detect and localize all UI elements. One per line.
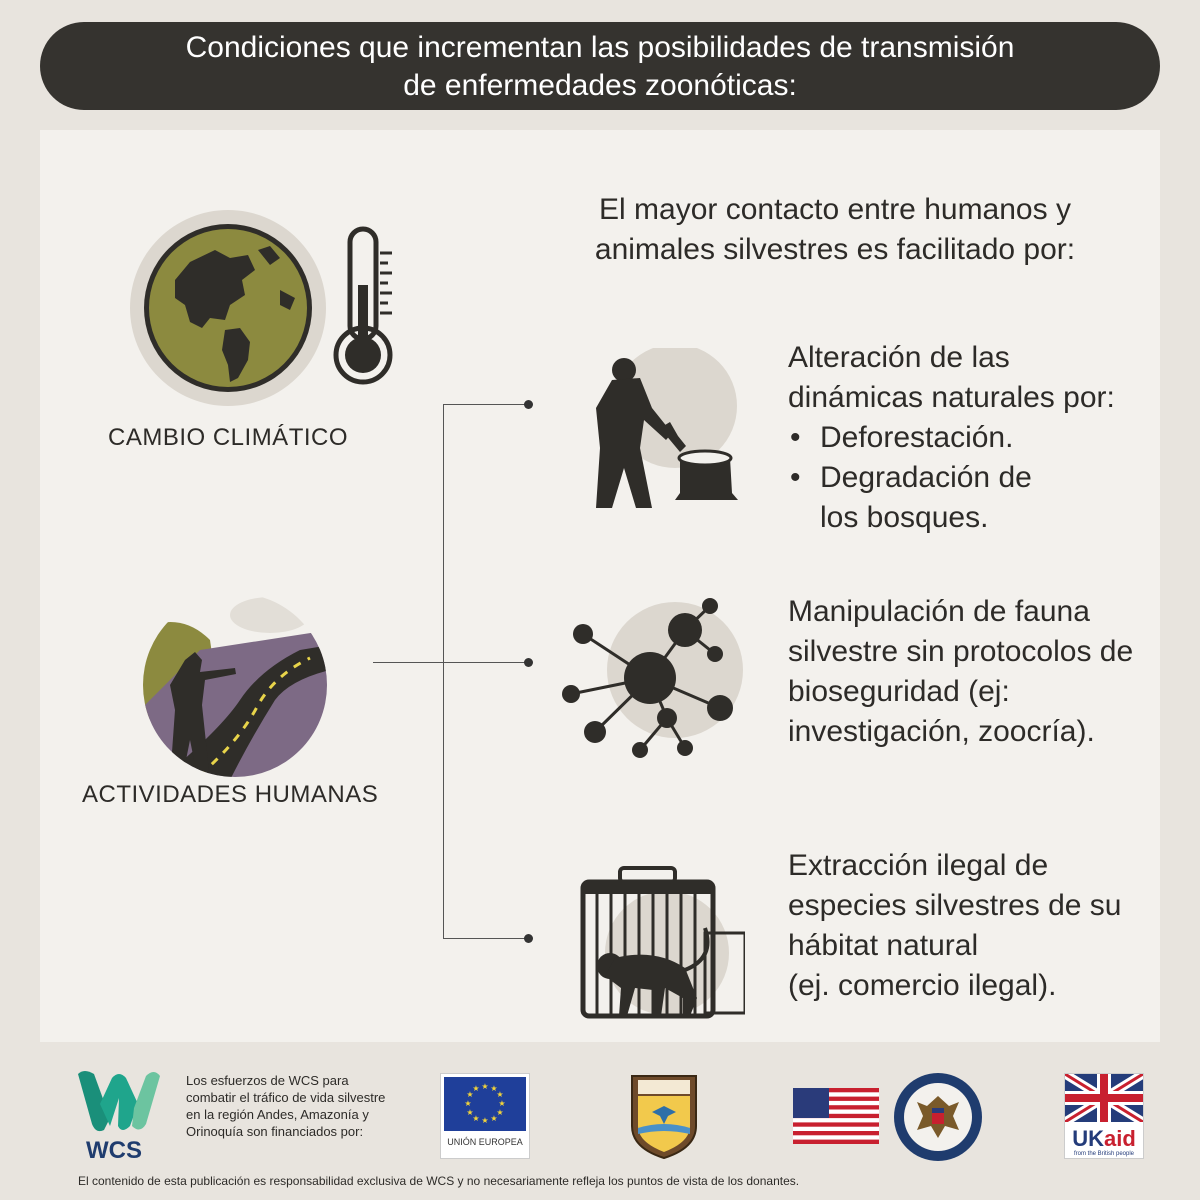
item-1-text — [788, 338, 1168, 538]
us-fish-wildlife-logo — [628, 1072, 700, 1160]
eu-flag — [444, 1077, 526, 1131]
svg-text:★: ★ — [490, 1114, 498, 1123]
svg-text:★: ★ — [490, 1084, 498, 1093]
item-1-bullets — [788, 418, 1168, 538]
us-flag-icon — [793, 1088, 879, 1144]
page-title — [40, 22, 1160, 110]
lumberjack-icon — [560, 348, 750, 518]
department-of-state-seal-icon — [893, 1072, 983, 1162]
main-panel — [40, 130, 1160, 1042]
svg-text:★: ★ — [498, 1099, 506, 1108]
item-2-line-2: silvestre sin protocolos de — [788, 635, 1134, 668]
intro-text — [585, 190, 1085, 270]
wcs-logo — [74, 1068, 164, 1164]
human-activities-label: ACTIVIDADES HUMANAS — [82, 781, 379, 808]
item-2-text — [788, 592, 1168, 752]
ukaid-aid: aid — [1103, 1126, 1136, 1151]
item-3-line-4: (ej. comercio ilegal). — [788, 969, 1057, 1002]
title-line-2: de enfermedades zoonóticas: — [403, 69, 797, 102]
eu-logo — [440, 1073, 530, 1159]
bullet-deforestation: • Deforestación. — [788, 418, 1168, 458]
item-3-text — [788, 846, 1168, 1006]
connector-dot-3 — [524, 934, 533, 943]
caged-monkey-icon — [565, 858, 745, 1028]
ukaid-tagline: from the British people — [1073, 1151, 1135, 1157]
hunter-road-icon — [140, 590, 330, 780]
connector-branch-2 — [443, 662, 528, 663]
ukaid-uk: UK — [1072, 1126, 1104, 1151]
earth-icon — [130, 210, 326, 406]
item-2-line-4: investigación, zoocría). — [788, 715, 1095, 748]
svg-text:★: ★ — [472, 1084, 480, 1093]
union-jack-icon — [1065, 1074, 1143, 1122]
connector-branch-3 — [443, 938, 528, 939]
connector-dot-2 — [524, 658, 533, 667]
connector-branch-1 — [443, 404, 528, 405]
intro-line-2: animales silvestres es facilitado por: — [594, 233, 1076, 266]
item-3-line-3: hábitat natural — [788, 929, 979, 962]
funding-text: Los esfuerzos de WCS para combatir el tráfico de vida silvestre en la región Andes, Amazonía y Orinoquía son financiados por: — [186, 1073, 386, 1139]
thermometer-icon — [330, 225, 400, 390]
svg-text:★: ★ — [481, 1082, 489, 1091]
svg-text:★: ★ — [496, 1108, 504, 1117]
item-1-line-1: Alteración de las — [788, 341, 1010, 374]
disclaimer-text: El contenido de esta publicación es responsabilidad exclusiva de WCS y no necesariamente refleja los puntos de vista de los donantes. — [78, 1174, 800, 1188]
ukaid-logo — [1064, 1073, 1144, 1159]
title-line-1: Condiciones que incrementan las posibilidades de transmisión — [185, 31, 1015, 64]
svg-text:★: ★ — [464, 1099, 472, 1108]
item-3-line-2: especies silvestres de su — [788, 889, 1122, 922]
ukaid-wordmark — [1065, 1127, 1143, 1151]
connector-dot-1 — [524, 400, 533, 409]
svg-text:★: ★ — [466, 1090, 474, 1099]
svg-text:★: ★ — [496, 1090, 504, 1099]
intro-line-1: El mayor contacto entre humanos y — [599, 193, 1071, 226]
wcs-logo-text: WCS — [86, 1137, 142, 1164]
svg-text:★: ★ — [481, 1116, 489, 1125]
network-icon — [545, 590, 765, 760]
climate-change-label: CAMBIO CLIMÁTICO — [108, 424, 349, 451]
bullet-degradation-line-2: los bosques. — [820, 501, 989, 534]
bullet-degradation-line-1: Degradación de — [820, 461, 1032, 494]
svg-text:★: ★ — [466, 1108, 474, 1117]
bullet-degradation — [788, 458, 1168, 538]
connector-vertical — [443, 404, 444, 938]
item-2-line-1: Manipulación de fauna — [788, 595, 1090, 628]
item-2-line-3: bioseguridad (ej: — [788, 675, 1010, 708]
eu-label: UNIÓN EUROPEA — [447, 1137, 523, 1147]
item-1-line-2: dinámicas naturales por: — [788, 381, 1115, 414]
connector-horizontal-main — [373, 662, 443, 663]
item-3-line-1: Extracción ilegal de — [788, 849, 1049, 882]
svg-text:★: ★ — [472, 1114, 480, 1123]
